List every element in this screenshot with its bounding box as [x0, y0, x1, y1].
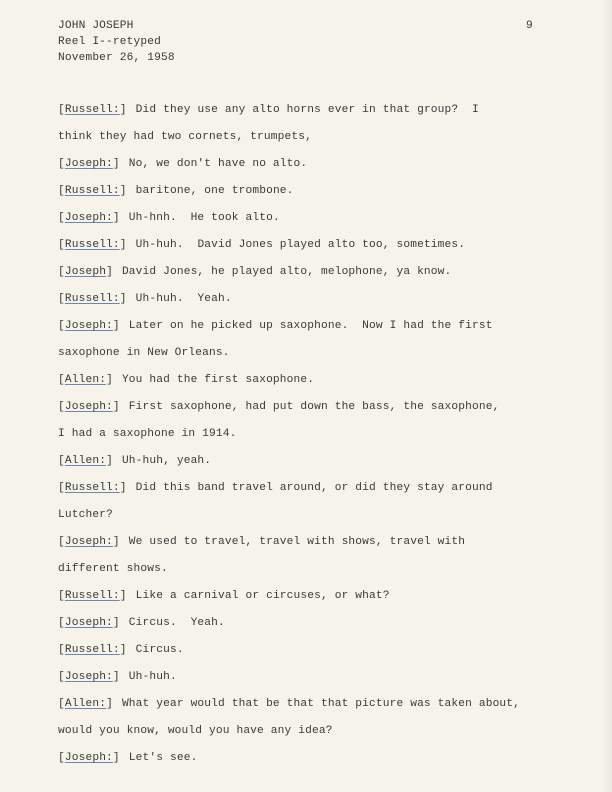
speaker-label — [58, 372, 113, 388]
speaker-bracket-open: [ — [58, 482, 65, 494]
speaker-name: Joseph: — [64, 671, 113, 683]
speaker-label — [58, 750, 120, 766]
speaker-bracket-close: ] — [119, 185, 127, 197]
speaker-bracket-open: [ — [58, 374, 65, 386]
speaker-name: Joseph: — [64, 536, 113, 548]
transcript-line — [58, 750, 197, 766]
speaker-bracket-close: ] — [106, 374, 113, 386]
line-text: Did they use any alto horns ever in that group? I — [135, 104, 479, 116]
speaker-name: Joseph: — [64, 212, 113, 224]
speaker-name: Russell: — [64, 590, 120, 602]
speaker-bracket-open: [ — [58, 293, 65, 305]
speaker-name: Joseph: — [64, 752, 113, 764]
line-text: would you know, would you have any idea? — [58, 725, 333, 737]
speaker-bracket-open: [ — [58, 104, 65, 116]
speaker-name: Russell: — [64, 482, 120, 494]
line-text: saxophone in New Orleans. — [58, 347, 230, 359]
speaker-bracket-open: [ — [58, 698, 65, 710]
transcript-line — [58, 588, 390, 604]
line-text: Uh-huh. Yeah. — [135, 293, 232, 305]
line-text: Circus. — [135, 644, 184, 656]
speaker-label — [58, 102, 127, 118]
speaker-bracket-close: ] — [112, 212, 120, 224]
speaker-name: Russell: — [64, 104, 120, 116]
speaker-label — [58, 696, 113, 712]
speaker-label — [58, 210, 120, 226]
speaker-name: Joseph: — [64, 401, 113, 413]
transcript-line — [58, 615, 225, 631]
speaker-bracket-close: ] — [119, 293, 127, 305]
speaker-bracket-open: [ — [58, 401, 65, 413]
line-text: What year would that be that that picture was taken about, — [121, 698, 521, 710]
line-text: baritone, one trombone. — [135, 185, 294, 197]
speaker-bracket-close: ] — [106, 455, 113, 467]
transcript-line — [58, 399, 499, 415]
transcript-line — [58, 507, 113, 523]
speaker-bracket-open: [ — [58, 266, 65, 278]
transcript-line — [58, 183, 294, 199]
speaker-name: Joseph — [64, 266, 107, 278]
speaker-bracket-open: [ — [58, 617, 65, 629]
line-text: Uh-huh. — [128, 671, 177, 683]
speaker-name: Joseph: — [64, 158, 113, 170]
speaker-bracket-close: ] — [119, 590, 127, 602]
transcript-line — [58, 561, 168, 577]
speaker-label — [58, 534, 120, 550]
speaker-name: Russell: — [64, 293, 120, 305]
speaker-label — [58, 453, 113, 469]
line-text: Lutcher? — [58, 509, 113, 521]
transcript-line — [58, 426, 236, 442]
transcript-line — [58, 345, 230, 361]
reel-label: Reel I--retyped — [58, 36, 161, 48]
speaker-bracket-open: [ — [58, 158, 65, 170]
speaker-name: Russell: — [64, 239, 120, 251]
page-header — [58, 18, 175, 66]
line-text: Did this band travel around, or did they stay around — [135, 482, 493, 494]
speaker-bracket-close: ] — [119, 482, 127, 494]
line-text: Uh-huh. David Jones played alto too, sometimes. — [135, 239, 466, 251]
transcript-line — [58, 372, 314, 388]
speaker-bracket-close: ] — [112, 320, 120, 332]
speaker-bracket-open: [ — [58, 671, 65, 683]
speaker-bracket-close: ] — [112, 158, 120, 170]
speaker-bracket-open: [ — [58, 455, 65, 467]
speaker-bracket-close: ] — [112, 617, 120, 629]
transcript-line — [58, 129, 312, 145]
transcript-line — [58, 723, 333, 739]
transcript-line — [58, 669, 177, 685]
speaker-name: Russell: — [64, 644, 120, 656]
line-text: We used to travel, travel with shows, travel with — [128, 536, 466, 548]
transcript-line — [58, 102, 479, 118]
speaker-bracket-open: [ — [58, 185, 65, 197]
speaker-label — [58, 399, 120, 415]
line-text: Let's see. — [128, 752, 198, 764]
speaker-bracket-open: [ — [58, 536, 65, 548]
speaker-bracket-open: [ — [58, 212, 65, 224]
speaker-bracket-close: ] — [106, 698, 113, 710]
transcript-line — [58, 480, 493, 496]
line-text: different shows. — [58, 563, 168, 575]
speaker-bracket-open: [ — [58, 320, 65, 332]
page-number: 9 — [526, 20, 533, 32]
speaker-label — [58, 480, 127, 496]
page-edge-shadow — [602, 0, 612, 792]
transcript-line — [58, 291, 232, 307]
speaker-bracket-open: [ — [58, 752, 65, 764]
speaker-label — [58, 183, 127, 199]
speaker-bracket-open: [ — [58, 239, 65, 251]
speaker-name: Allen: — [64, 698, 107, 710]
line-text: Like a carnival or circuses, or what? — [135, 590, 390, 602]
line-text: No, we don't have no alto. — [128, 158, 308, 170]
speaker-label — [58, 237, 127, 253]
speaker-bracket-close: ] — [112, 752, 120, 764]
speaker-label — [58, 588, 127, 604]
transcript-line — [58, 210, 280, 226]
speaker-name: Joseph: — [64, 320, 113, 332]
transcript-line — [58, 534, 465, 550]
speaker-bracket-close: ] — [119, 239, 127, 251]
speaker-bracket-open: [ — [58, 590, 65, 602]
transcript-line — [58, 237, 465, 253]
line-text: Later on he picked up saxophone. Now I had the first — [128, 320, 493, 332]
line-text: Uh-huh, yeah. — [121, 455, 212, 467]
speaker-label — [58, 264, 113, 280]
speaker-label — [58, 642, 127, 658]
speaker-bracket-close: ] — [112, 536, 120, 548]
speaker-label — [58, 669, 120, 685]
speaker-bracket-close: ] — [112, 401, 120, 413]
speaker-label — [58, 615, 120, 631]
speaker-bracket-close: ] — [119, 104, 127, 116]
transcript-line — [58, 156, 307, 172]
transcript-line — [58, 318, 493, 334]
transcript-line — [58, 264, 451, 280]
speaker-name: Allen: — [64, 374, 107, 386]
speaker-bracket-close: ] — [112, 671, 120, 683]
interviewee-name: JOHN JOSEPH — [58, 20, 134, 32]
transcript-line — [58, 642, 184, 658]
line-text: David Jones, he played alto, melophone, ya know. — [121, 266, 452, 278]
speaker-bracket-open: [ — [58, 644, 65, 656]
transcript-line — [58, 453, 211, 469]
interview-date: November 26, 1958 — [58, 52, 175, 64]
speaker-name: Russell: — [64, 185, 120, 197]
speaker-name: Joseph: — [64, 617, 113, 629]
line-text: Circus. Yeah. — [128, 617, 225, 629]
speaker-bracket-close: ] — [119, 644, 127, 656]
line-text: First saxophone, had put down the bass, the saxophone, — [128, 401, 500, 413]
line-text: You had the first saxophone. — [121, 374, 315, 386]
speaker-label — [58, 291, 127, 307]
speaker-label — [58, 156, 120, 172]
transcript-line — [58, 696, 520, 712]
line-text: I had a saxophone in 1914. — [58, 428, 237, 440]
speaker-bracket-close: ] — [106, 266, 113, 278]
speaker-label — [58, 318, 120, 334]
line-text: think they had two cornets, trumpets, — [58, 131, 312, 143]
line-text: Uh-hnh. He took alto. — [128, 212, 280, 224]
speaker-name: Allen: — [64, 455, 107, 467]
